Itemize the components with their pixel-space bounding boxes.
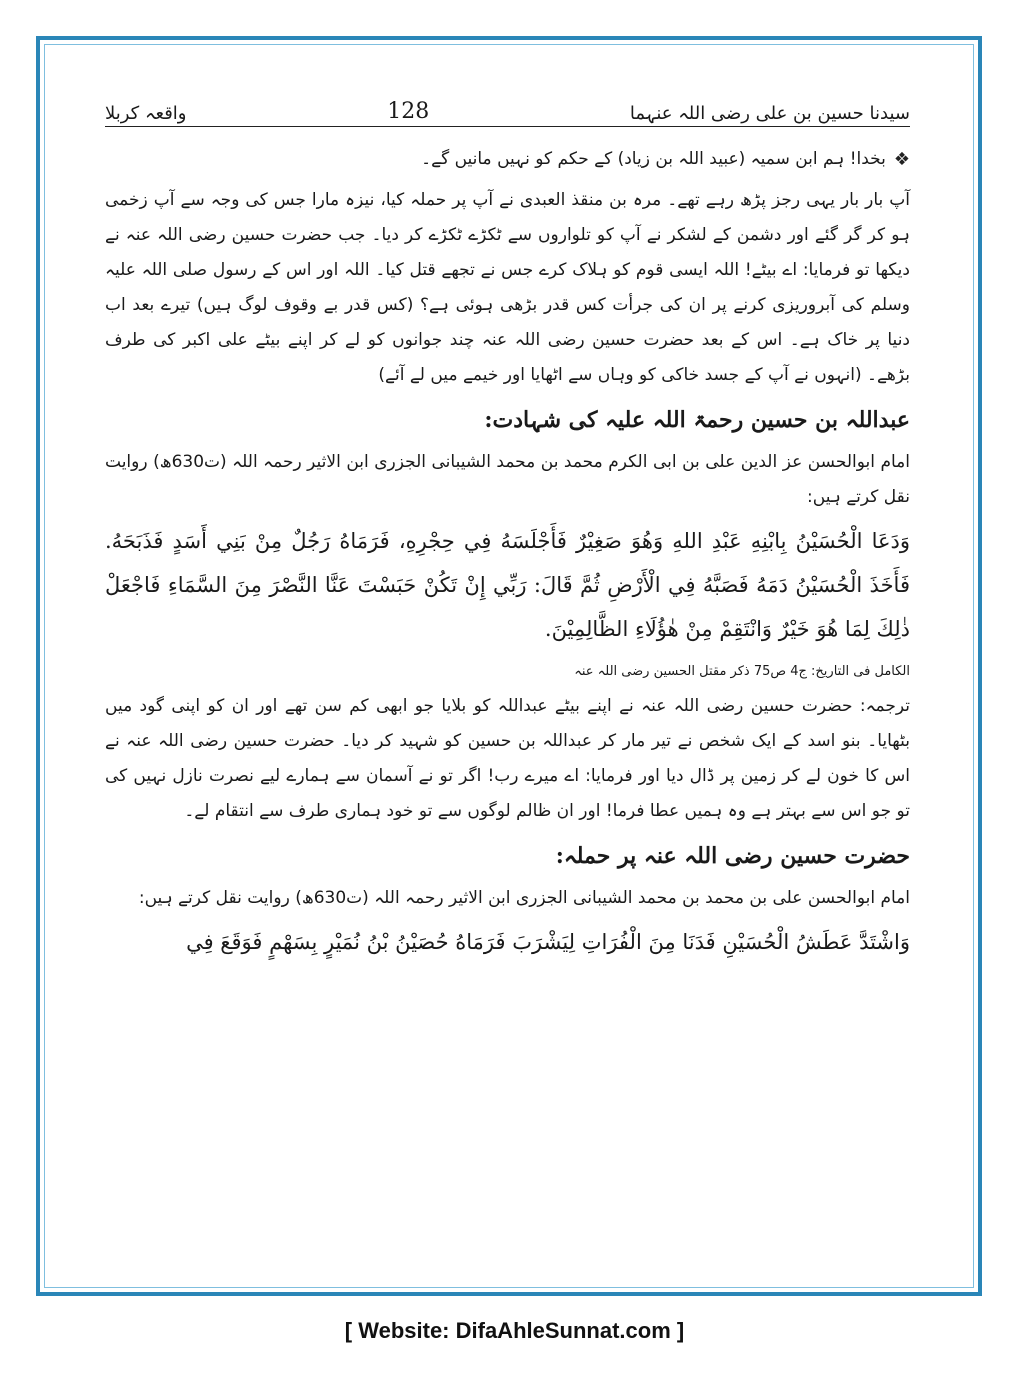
website-footer: [ Website: DifaAhleSunnat.com ] [344, 1318, 685, 1343]
heading-attack-on-husain: حضرت حسین رضی اللہ عنہ پر حملہ: [555, 843, 910, 869]
bullet-text: بخدا! ہم ابن سمیہ (عبید اللہ بن زیاد) کے حکم کو نہیں مانیں گے۔ [421, 149, 886, 169]
header-rule [105, 126, 910, 127]
book-page [105, 70, 910, 1290]
heading-abdullah-martyrdom: عبداللہ بن حسین رحمۃ اللہ علیہ کی شہادت: [484, 407, 910, 433]
reference-citation: الکامل فی التاریخ: ج4 ص75 ذکر مقتل الحسین رضی اللہ عنہ [574, 664, 910, 679]
four-diamonds-icon: ❖ [893, 149, 910, 170]
paragraph-4: امام ابوالحسن علی بن محمد بن محمد الشیبانی الجزری ابن الاثیر رحمہ اللہ (ت630ھ) روایت نقل کرتے ہیں: [138, 888, 910, 908]
page-number: 128 [387, 99, 430, 124]
header-book-title: سیدنا حسین بن علی رضی اللہ عنہما [629, 103, 910, 124]
arabic-quote-2: وَاشْتَدَّ عَطَشُ الْحُسَيْنِ فَدَنَا مِنَ الْفُرَاتِ لِيَشْرَبَ فَرَمَاهُ حُصَيْنُ بْنُ نُمَيْرٍ بِسَهْمٍ فَوَقَعَ فِي [186, 930, 910, 954]
translation-paragraph: ترجمہ: حضرت حسین رضی اللہ عنہ نے اپنے بیٹے عبداللہ کو بلایا جو ابھی کم سن تھے اور ان کو اپنی گود میں بٹھایا۔ بنو اسد کے ایک شخص نے تیر مار کر عبداللہ بن حسین کو شہید کر دیا۔ حضرت حسین رضی اللہ عنہ نے اس کا خون لے کر زمین پر ڈال دیا اور فرمایا: اے میرے رب! اگر تو نے آسمان سے ہمارے لیے نصرت نازل نہیں کی تو جو اس سے بہتر ہے وہ ہمیں عطا فرما! اور ان ظالم لوگوں سے تو خود ہماری طرف سے انتقام لے۔ [105, 696, 910, 821]
arabic-quote-1: وَدَعَا الْحُسَيْنُ بِابْنِهِ عَبْدِ اللهِ وَهُوَ صَغِيْرٌ فَأَجْلَسَهُ فِي حِجْرِهِ، فَرَمَاهُ رَجُلٌ مِنْ بَنِي أَسَدٍ فَذَبَحَهُ. فَأَخَذَ الْحُسَيْنُ دَمَهُ فَصَبَّهُ فِي الْأَرْضِ ثُمَّ قَالَ: رَبِّي إِنْ تَكُنْ حَبَسْتَ عَنَّا النَّصْرَ مِنَ السَّمَاءِ فَاجْعَلْ ذٰلِكَ لِمَا هُوَ خَيْرٌ وَانْتَقِمْ مِنْ هٰؤُلَاءِ الظَّالِمِيْنَ. [105, 529, 910, 641]
header-chapter-title: واقعہ کربلا [105, 103, 187, 124]
paragraph-2: امام ابوالحسن عز الدین علی بن ابی الکرم محمد بن محمد الشیبانی الجزری ابن الاثیر رحمہ اللہ (ت630ھ) روایت نقل کرتے ہیں: [105, 452, 910, 507]
paragraph-1: آپ بار بار یہی رجز پڑھ رہے تھے۔ مرہ بن منقذ العبدی نے آپ پر حملہ کیا، نیزہ مارا جس کی وجہ سے آپ زخمی ہو کر گر گئے اور دشمن کے لشکر نے آپ کو تلواروں سے ٹکڑے ٹکڑے کر دیا۔ جب حضرت حسین رضی اللہ عنہ نے دیکھا تو فرمایا: اے بیٹے! اللہ ایسی قوم کو ہلاک کرے جس نے تجھے قتل کیا۔ اللہ اور اس کے رسول صلی اللہ علیہ وسلم کی آبروریزی کرنے پر ان کی جرأت کس قدر بڑھی ہوئی ہے؟ (کس قدر بے وقوف لوگ ہیں) تیرے بعد اب دنیا پر خاک ہے۔ اس کے بعد حضرت حسین رضی اللہ عنہ چند جوانوں کو لے کر اپنے بیٹے علی اکبر کی طرف بڑھے۔ (انہوں نے آپ کے جسد خاکی کو وہاں سے اٹھایا اور خیمے میں لے آئے) [105, 190, 910, 385]
bullet-line [105, 142, 910, 177]
page-content [105, 142, 910, 968]
page-header [105, 80, 910, 124]
